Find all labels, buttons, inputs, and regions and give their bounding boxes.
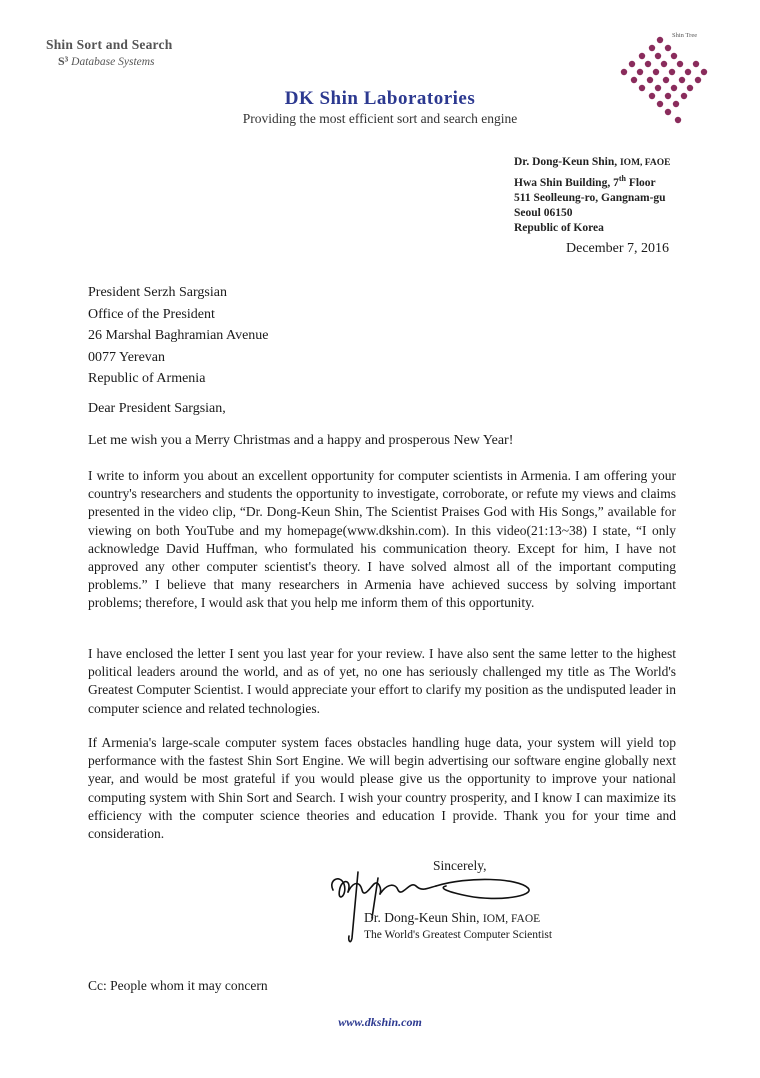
tree-dot	[629, 61, 635, 67]
signer-title: The World's Greatest Computer Scientist	[364, 929, 553, 941]
recipient-office: Office of the President	[88, 306, 215, 322]
signer-name-line	[364, 910, 540, 926]
tree-dot	[637, 69, 643, 75]
letter-date: December 7, 2016	[566, 241, 670, 256]
sender-name: Dr. Dong-Keun Shin,	[514, 156, 618, 168]
sender-name-line	[514, 155, 670, 171]
greeting-line: Let me wish you a Merry Christmas and a happy and prosperous New Year!	[88, 433, 514, 448]
tree-dot	[677, 61, 683, 67]
tree-dot	[631, 77, 637, 83]
tree-dot	[661, 61, 667, 67]
recipient-street: 26 Marshal Baghramian Avenue	[88, 328, 269, 344]
signer-credentials: IOM, FAOE	[482, 913, 541, 925]
tree-dot	[663, 77, 669, 83]
cc-line: Cc: People whom it may concern	[88, 978, 268, 993]
recipient-city: 0077 Yerevan	[88, 349, 165, 365]
sender-building	[514, 171, 670, 191]
tree-dot	[671, 53, 677, 59]
tree-dot	[657, 37, 663, 43]
tree-dot	[665, 45, 671, 51]
sender-building-name: Hwa Shin Building, 7	[514, 176, 619, 189]
brand-name: Shin Sort and Search	[46, 37, 173, 52]
closing: Sincerely,	[433, 858, 487, 873]
tree-dot	[645, 61, 651, 67]
shin-tree-label: Shin Tree	[672, 32, 698, 39]
website-link[interactable]: www.dkshin.com	[338, 1015, 422, 1029]
sender-address	[514, 155, 670, 236]
tree-dot	[693, 61, 699, 67]
tree-dot	[655, 53, 661, 59]
sender-country: Republic of Korea	[514, 221, 604, 234]
tree-dot	[685, 69, 691, 75]
tree-dot	[649, 45, 655, 51]
tree-dot	[647, 77, 653, 83]
brand-division: Database Systems	[71, 56, 155, 68]
recipient-name: President Serzh Sargsian	[88, 285, 227, 300]
sender-building-ordinal: th	[618, 174, 626, 183]
body-paragraph-2: I have enclosed the letter I sent you last year for your review. I have also sent the same letter to the highest political leaders around the world, and as of yet, no one has seriously challenged my title as The World's Greatest Computer Scientist. I would appreciate your effort to clarify my position as the undisputed leader in computer science and related technologies.	[88, 646, 676, 716]
signer-name: Dr. Dong-Keun Shin,	[364, 910, 480, 925]
tree-dot	[653, 69, 659, 75]
body-paragraph-1: I write to inform you about an excellent opportunity for computer scientists in Armenia. I am offering your country's researchers and students the opportunity to investigate, corroborate, or refute my views and claims presented in the video clip, “Dr. Dong-Keun Shin, The Scientist Praises God with His Songs,” available for viewing on both YouTube and my homepage(www.dkshin.com). In this video(21:13~38) I state, “I only acknowledge David Huffman, who formulated his communication theory. Except for him, I have not approved any other computer scientist's theory. I have solved almost all of the important computing problems.” I believe that many researchers in Armenia have achieved success by solving important problems; therefore, I would ask that you help me inform them of this opportunity.	[88, 468, 676, 611]
tree-dot	[669, 69, 675, 75]
sender-building-floor: Floor	[625, 176, 656, 189]
brand-logo	[46, 37, 172, 69]
tree-dot	[695, 77, 701, 83]
body-paragraph-3: If Armenia's large-scale computer system faces obstacles handling huge data, your system will yield top performance with the fastest Shin Sort Engine. We will begin advertising our software engine globally next year, and would be most grateful if you would please give us the opportunity to improve your national computing system with Shin Sort and Search. I wish your country prosperity, and I know I can maximize its efficiency with the computer science theories and education I provide. Thank you for your time and consideration.	[88, 735, 676, 842]
brand-subtitle	[58, 54, 172, 69]
sender-credentials: IOM, FAOE	[619, 158, 671, 168]
salutation: Dear President Sargsian,	[88, 401, 226, 416]
recipient-address	[88, 282, 269, 390]
tree-dot	[621, 69, 627, 75]
recipient-country: Republic of Armenia	[88, 371, 206, 387]
org-name: DK Shin Laboratories	[284, 88, 476, 109]
tree-dot	[639, 53, 645, 59]
sender-city: Seoul 06150	[514, 206, 573, 219]
brand-s3-mark: S³	[58, 54, 69, 68]
tree-dot	[701, 69, 707, 75]
tree-dot	[679, 77, 685, 83]
org-tagline: Providing the most efficient sort and search engine	[242, 111, 518, 126]
sender-street: 511 Seolleung-ro, Gangnam-gu	[514, 191, 666, 204]
